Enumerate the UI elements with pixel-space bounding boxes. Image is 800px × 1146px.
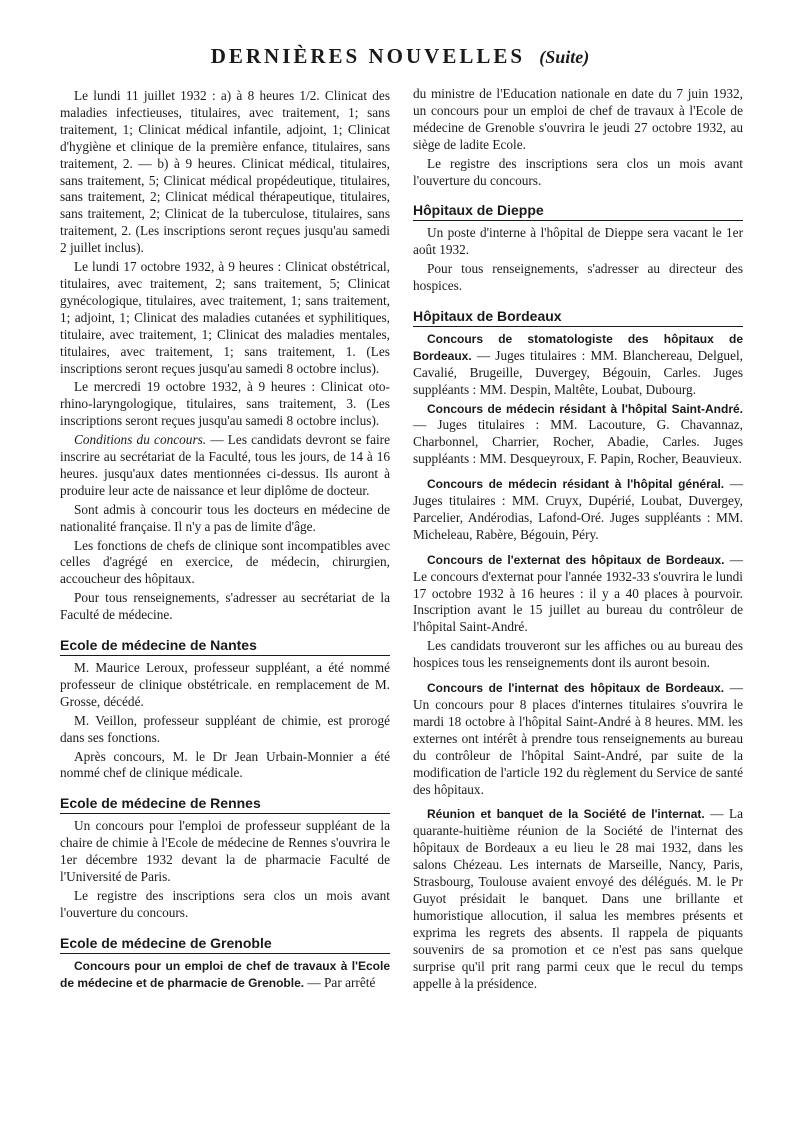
paragraph: Après concours, M. le Dr Jean Urbain-Monnier a été nommé chef de clinique médicale. [60, 748, 390, 781]
conditions-text: — Les candidats devront se faire inscrire au secrétariat de la Faculté, tous les jours, de 14 à 16 heures. jusqu'aux dates mentionnées ci-dessus. Ils auront à produire leur acte de naissance et leur diplôme de docteur. [60, 432, 391, 498]
section-heading-dieppe: Hôpitaux de Dieppe [413, 202, 743, 221]
paragraph: Le lundi 17 octobre 1932, à 9 heures : Clinicat obstétrical, titulaires, avec traitement, 2; sans traitement, 5; Clinicat gynécologique, titulaires, avec traitement, 1; sans traitement, 1; adjoint, 1; Clinicat des maladies cutanées et syphilitiques, titulaire, avec traitement, 1; Clinicat des maladies mentales, titulaires, avec traitement, 1; sans traitement, 1. (Les inscriptions seront reçues jusqu'au samedi 8 octobre inclus). [60, 259, 390, 376]
bordeaux-text-6: — La quarante-huitième réunion de la Société de l'internat des hôpitaux de Bordeaux a eu lieu le 28 mai 1932, dans les salons Chézeau. Les internats de Marseille, Nancy, Paris, Strasbourg, Toulouse avaient envoyé des délégués. M. le Pr Guyot présidait le banquet. Dans une brillante et humoristique allocution, il salua les membres présents et exprima les regrets des absents. Il rappela de piquants souvenirs de sa promotion et ce n'est pas sans quelque surprise qu'il prit rang parmi ceux que le recul du temps appelle à la présidence. [413, 806, 743, 991]
paragraph [60, 958, 390, 992]
bordeaux-lead-6: Réunion et banquet de la Société de l'internat. [427, 807, 705, 822]
paragraph: M. Veillon, professeur suppléant de chimie, est prorogé dans ses fonctions. [60, 712, 390, 745]
paragraph: Pour tous renseignements, s'adresser au secrétariat de la Faculté de médecine. [60, 590, 390, 623]
paragraph [413, 680, 743, 798]
conditions-lead: Conditions du concours. [74, 432, 207, 448]
paragraph [413, 552, 743, 637]
right-column [413, 86, 743, 994]
paragraph [413, 331, 743, 399]
paragraph: du ministre de l'Education nationale en date du 7 juin 1932, un concours pour un emploi de chef de travaux à l'Ecole de médecine de Grenoble s'ouvrira le jeudi 27 octobre 1932, au siège de ladite Ecole. [413, 86, 743, 152]
bordeaux-text-5: — Un concours pour 8 places d'internes titulaires s'ouvrira le mardi 18 octobre à l'hôpital Saint-André à 8 heures. MM. les externes ont intérêt à prendre tous renseignements au bureau du contrôleur de l'hôpital Saint-André, par suite de la modification de l'article 192 du règlement du Service de santé des hôpitaux. [413, 680, 743, 797]
bordeaux-text-3: — Juges titulaires : MM. Cruyx, Dupérié, Loubat, Duvergey, Parcelier, Andérodias, Lafond-Oré. Juges suppléants : MM. Micheleau, Rabère, Bégouin, Péry. [413, 476, 744, 542]
paragraph: Un poste d'interne à l'hôpital de Dieppe sera vacant le 1er août 1932. [413, 225, 743, 258]
paragraph [413, 806, 743, 992]
paragraph: Les candidats trouveront sur les affiches ou au bureau des hospices tous les renseignements dont ils auront besoin. [413, 638, 743, 671]
bordeaux-lead-3: Concours de médecin résidant à l'hôpital général. [427, 477, 725, 492]
paragraph [60, 432, 390, 500]
bordeaux-lead-2: Concours de médecin résidant à l'hôpital Saint-André. [427, 401, 743, 416]
paragraph: Un concours pour l'emploi de professeur suppléant de la chaire de chimie à l'Ecole de médecine de Rennes s'ouvrira le 1er décembre 1932 devant la de pharmacie Faculté de l'Université de Paris. [60, 818, 390, 884]
paragraph: Le mercredi 19 octobre 1932, à 9 heures : Clinicat oto-rhino-laryngologique, titulaires, sans traitement, 3. (Les inscriptions seront reçues jusqu'au samedi 8 octobre inclus). [60, 379, 390, 429]
paragraph [413, 476, 743, 544]
title-text: DERNIÈRES NOUVELLES [210, 44, 526, 68]
bordeaux-lead-1: Concours de stomatologiste des hôpitaux de Bordeaux. [413, 331, 743, 363]
grenoble-tail: — Par arrêté [304, 974, 376, 990]
paragraph: M. Maurice Leroux, professeur suppléant, a été nommé professeur de clinique obstétricale. en remplacement de M. Grosse, décédé. [60, 660, 390, 709]
section-heading-grenoble: Ecole de médecine de Grenoble [60, 935, 390, 954]
grenoble-lead: Concours pour un emploi de chef de travaux à l'Ecole de médecine et de pharmacie de Grenoble. [60, 958, 390, 990]
title-suite: (Suite) [539, 47, 590, 67]
section-heading-rennes: Ecole de médecine de Rennes [60, 795, 390, 814]
paragraph [413, 401, 743, 469]
section-heading-bordeaux: Hôpitaux de Bordeaux [413, 308, 743, 327]
bordeaux-text-1: — Juges titulaires : MM. Blanchereau, Delguel, Cavalié, Brugeille, Duvergey, Bégouin, Carles. Juges suppléants : MM. Despin, Maltête, Loubat, Dubourg. [413, 347, 743, 397]
paragraph: Pour tous renseignements, s'adresser au directeur des hospices. [413, 261, 743, 294]
paragraph: Le registre des inscriptions sera clos un mois avant l'ouverture du concours. [413, 155, 743, 188]
bordeaux-lead-4: Concours de l'externat des hôpitaux de Bordeaux. [427, 552, 725, 567]
paragraph: Le registre des inscriptions sera clos un mois avant l'ouverture du concours. [60, 887, 390, 920]
page-title [0, 44, 800, 69]
bordeaux-lead-5: Concours de l'internat des hôpitaux de Bordeaux. [427, 681, 725, 696]
left-column [60, 88, 390, 993]
paragraph: Le lundi 11 juillet 1932 : a) à 8 heures 1/2. Clinicat des maladies infectieuses, titulaires, avec traitement, 1; sans traitement, 1; Clinicat médical infantile, adjoint, 1; Clinicat d'hygiène et clinique de la première enfance, titulaires, sans traitement, 2. — b) à 9 heures. Clinicat médical, titulaires, sans traitement, 5; Clinicat médical propédeutique, titulaires, sans traitement, 2; Clinicat médical thérapeutique, titulaires, sans traitement, 2; Clinicat de la tuberculose, titulaires, sans traitement, 2. (Les inscriptions seront reçues jusqu'au samedi 2 juillet inclus). [60, 88, 390, 256]
paragraph: Sont admis à concourir tous les docteurs en médecine de nationalité française. Il n'y a pas de limite d'âge. [60, 501, 390, 534]
bordeaux-text-4: — Le concours d'externat pour l'année 1932-33 s'ouvrira le lundi 17 octobre 1932 à 16 heures : il y a 40 places à pourvoir. Inscription avant le 15 juillet au bureau du contrôleur de l'hôpital Saint-André. [413, 551, 743, 635]
section-heading-nantes: Ecole de médecine de Nantes [60, 637, 390, 656]
bordeaux-text-2: — Juges titulaires : MM. Lacouture, G. Chavannaz, Charbonnel, Charrier, Rocher, Abadie, Carles. Juges suppléants : MM. Desqueyroux, F. Papin, Rocher, Beauvieux. [413, 417, 743, 467]
paragraph: Les fonctions de chefs de clinique sont incompatibles avec celles d'agrégé en exercice, de médecin, chirurgien, accoucheur des hôpitaux. [60, 537, 390, 587]
